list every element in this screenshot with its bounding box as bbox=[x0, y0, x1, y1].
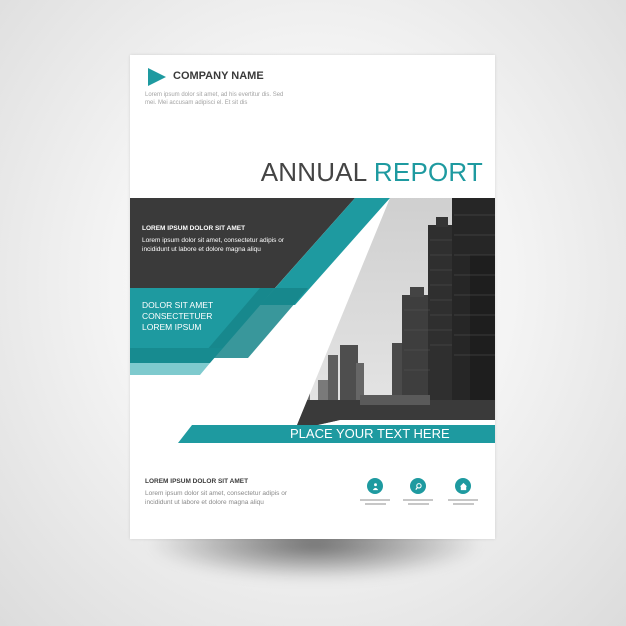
title-word-annual: ANNUAL bbox=[260, 157, 367, 187]
icon-feature-1 bbox=[360, 478, 390, 505]
teal-line: LOREM IPSUM bbox=[142, 322, 202, 332]
title-word-report: REPORT bbox=[373, 157, 483, 187]
play-logo-icon bbox=[147, 67, 167, 87]
teal-line: CONSECTETUER bbox=[142, 311, 213, 321]
teal-line: DOLOR SIT AMET bbox=[142, 300, 214, 310]
banner-text: PLACE YOUR TEXT HERE bbox=[290, 426, 450, 441]
home-icon bbox=[455, 478, 471, 494]
people-icon bbox=[367, 478, 383, 494]
icon-feature-3 bbox=[448, 478, 478, 505]
dark-body-text: Lorem ipsum dolor sit amet, consectetur adipis or incididunt ut labore et dolore magna aliqu bbox=[142, 237, 284, 253]
report-title bbox=[261, 157, 483, 188]
search-icon bbox=[410, 478, 426, 494]
icon-feature-2 bbox=[403, 478, 433, 505]
company-name: COMPANY NAME bbox=[173, 70, 264, 82]
bottom-body-text: Lorem ipsum dolor sit amet, consectetur adipis or incididunt ut labore et dolore magna aliqu bbox=[145, 490, 287, 506]
teal-text-block bbox=[142, 300, 213, 333]
report-cover bbox=[130, 55, 495, 539]
dark-heading: LOREM IPSUM DOLOR SIT AMET bbox=[142, 225, 246, 232]
bottom-heading: LOREM IPSUM DOLOR SIT AMET bbox=[145, 478, 249, 485]
company-tagline: Lorem ipsum dolor sit amet, ad his evertitur dis. Sed mei. Mei accusam adipisci el. Et sit dis bbox=[145, 92, 284, 106]
